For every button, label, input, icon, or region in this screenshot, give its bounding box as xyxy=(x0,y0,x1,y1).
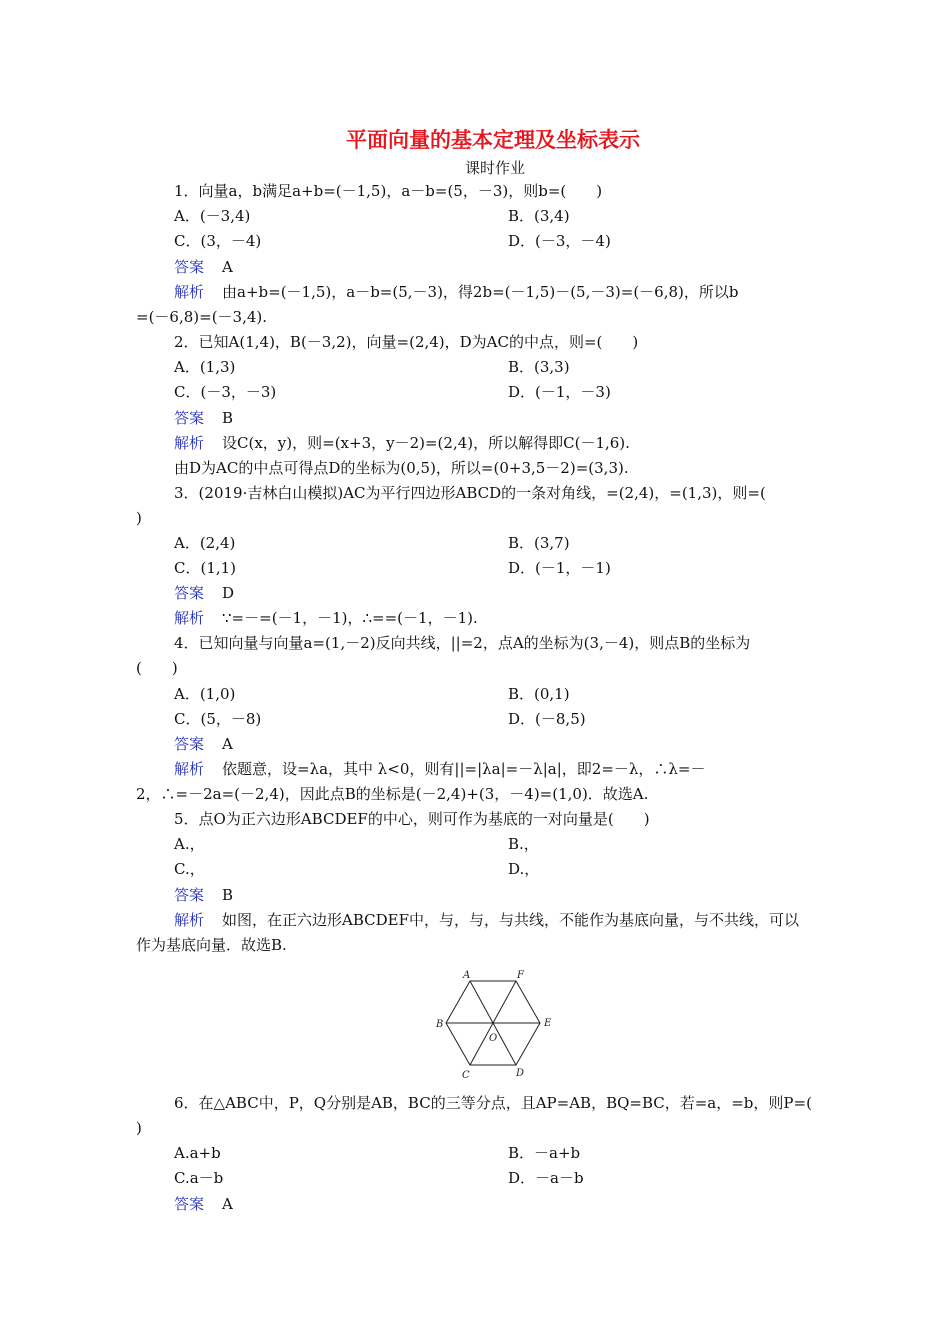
q2-option-c: C．(－3，－3) xyxy=(174,383,277,401)
q1-stem: 1．向量a，b满足a+b=(－1,5)，a－b=(5，－3)，则b=( ) xyxy=(174,182,603,200)
center-label-o: O xyxy=(489,1033,498,1044)
answer-label: 答案 xyxy=(174,1195,205,1213)
vertex-label-c: C xyxy=(462,1070,470,1081)
q1-analysis xyxy=(174,282,739,302)
q5-option-d: D.， xyxy=(508,860,540,878)
q4-stem: 4．已知向量与向量a=(1,－2)反向共线，||=2，点A的坐标为(3,－4)，则点B的坐标为 xyxy=(174,634,751,652)
q2-analysis xyxy=(174,433,630,453)
vertex-label-b: B xyxy=(436,1019,444,1030)
answer-label: 答案 xyxy=(174,409,205,427)
answer-label: 答案 xyxy=(174,735,205,753)
q3-analysis-line1: ∵=－=(－1，－1)，∴==(－1，－1). xyxy=(222,609,478,627)
q2-analysis-line2: 由D为AC的中点可得点D的坐标为(0,5)，所以=(0+3,5－2)=(3,3). xyxy=(174,459,629,477)
q4-analysis xyxy=(174,759,705,779)
q4-analysis-line2: 2，∴=－2a=(－2,4)，因此点B的坐标是(－2,4)+(3，－4)=(1,0)．故选A. xyxy=(136,785,649,803)
analysis-label: 解析 xyxy=(174,283,205,301)
page-title: 平面向量的基本定理及坐标表示 xyxy=(346,128,640,152)
q3-option-c: C．(1,1) xyxy=(174,559,237,577)
q1-option-b: B．(3,4) xyxy=(508,207,570,225)
q4-analysis-line1: 依题意，设=λa，其中 λ<0，则有||=|λa|=－λ|a|，即2=－λ，∴λ=－ xyxy=(222,760,706,778)
q5-analysis xyxy=(174,910,799,930)
q2-answer xyxy=(174,408,233,428)
q1-answer-value: A xyxy=(222,258,233,276)
q6-answer xyxy=(174,1194,233,1214)
vertex-label-a: A xyxy=(463,970,471,981)
q4-answer xyxy=(174,734,233,754)
q6-option-a: A.a+b xyxy=(174,1144,221,1162)
q4-option-b: B．(0,1) xyxy=(508,685,570,703)
q4-answer-value: A xyxy=(222,735,233,753)
q6-option-b: B．－a+b xyxy=(508,1144,581,1162)
q3-stem-line2: ) xyxy=(136,509,142,527)
q2-option-b: B．(3,3) xyxy=(508,358,570,376)
q5-stem: 5．点O为正六边形ABCDEF的中心，则可作为基底的一对向量是( ) xyxy=(174,810,650,828)
answer-label: 答案 xyxy=(174,258,205,276)
analysis-label: 解析 xyxy=(174,434,205,452)
q6-answer-value: A xyxy=(222,1195,233,1213)
q2-analysis-line1: 设C(x，y)，则=(x+3，y－2)=(2,4)，所以解得即C(－1,6). xyxy=(222,434,630,452)
q3-analysis xyxy=(174,608,478,628)
q5-option-b: B.， xyxy=(508,835,539,853)
q4-option-d: D．(－8,5) xyxy=(508,710,586,728)
q1-analysis-line1: 由a+b=(－1,5)，a－b=(5,－3)，得2b=(－1,5)－(5,－3)=(－6,8)，所以b xyxy=(222,283,739,301)
q3-option-d: D．(－1，－1) xyxy=(508,559,611,577)
answer-label: 答案 xyxy=(174,886,205,904)
q6-option-d: D．－a－b xyxy=(508,1169,584,1187)
q5-analysis-line2: 作为基底向量．故选B. xyxy=(136,936,287,954)
q3-option-a: A．(2,4) xyxy=(174,534,236,552)
q2-option-a: A．(1,3) xyxy=(174,358,236,376)
q5-option-c: C.， xyxy=(174,860,205,878)
page-subtitle: 课时作业 xyxy=(464,159,525,177)
vertex-label-d: D xyxy=(516,1068,525,1079)
analysis-label: 解析 xyxy=(174,911,205,929)
q4-stem-line2: ( ) xyxy=(136,659,178,677)
q1-answer xyxy=(174,257,233,277)
q4-option-a: A．(1,0) xyxy=(174,685,236,703)
q1-option-a: A．(－3,4) xyxy=(174,207,251,225)
q5-analysis-line1: 如图，在正六边形ABCDEF中，与，与，与共线，不能作为基底向量，与不共线，可以 xyxy=(222,911,800,929)
q1-analysis-line2: =(－6,8)=(－3,4). xyxy=(136,308,268,326)
answer-label: 答案 xyxy=(174,584,205,602)
vertex-label-f: F xyxy=(517,970,524,981)
q1-option-d: D．(－3，－4) xyxy=(508,232,611,250)
q3-option-b: B．(3,7) xyxy=(508,534,570,552)
hexagon-figure xyxy=(428,966,568,1081)
q5-answer xyxy=(174,885,233,905)
q3-answer-value: D xyxy=(222,584,235,602)
q2-answer-value: B xyxy=(222,409,234,427)
q3-answer xyxy=(174,583,234,603)
q6-option-c: C.a－b xyxy=(174,1169,224,1187)
analysis-label: 解析 xyxy=(174,760,205,778)
q6-stem-line2: ) xyxy=(136,1119,142,1137)
analysis-label: 解析 xyxy=(174,609,205,627)
q2-stem: 2．已知A(1,4)，B(－3,2)，向量=(2,4)，D为AC的中点，则=( ) xyxy=(174,333,639,351)
q5-answer-value: B xyxy=(222,886,234,904)
q3-stem: 3．(2019·吉林白山模拟)AC为平行四边形ABCD的一条对角线，=(2,4)，=(1,3)，则=( xyxy=(174,484,766,502)
q5-option-a: A.， xyxy=(174,835,205,853)
q2-option-d: D．(－1，－3) xyxy=(508,383,611,401)
vertex-label-e: E xyxy=(544,1018,552,1029)
q4-option-c: C．(5，－8) xyxy=(174,710,262,728)
q1-option-c: C．(3，－4) xyxy=(174,232,262,250)
q6-stem: 6．在△ABC中，P，Q分别是AB，BC的三等分点，且AP=AB，BQ=BC，若=a，=b，则P=( xyxy=(174,1094,812,1112)
